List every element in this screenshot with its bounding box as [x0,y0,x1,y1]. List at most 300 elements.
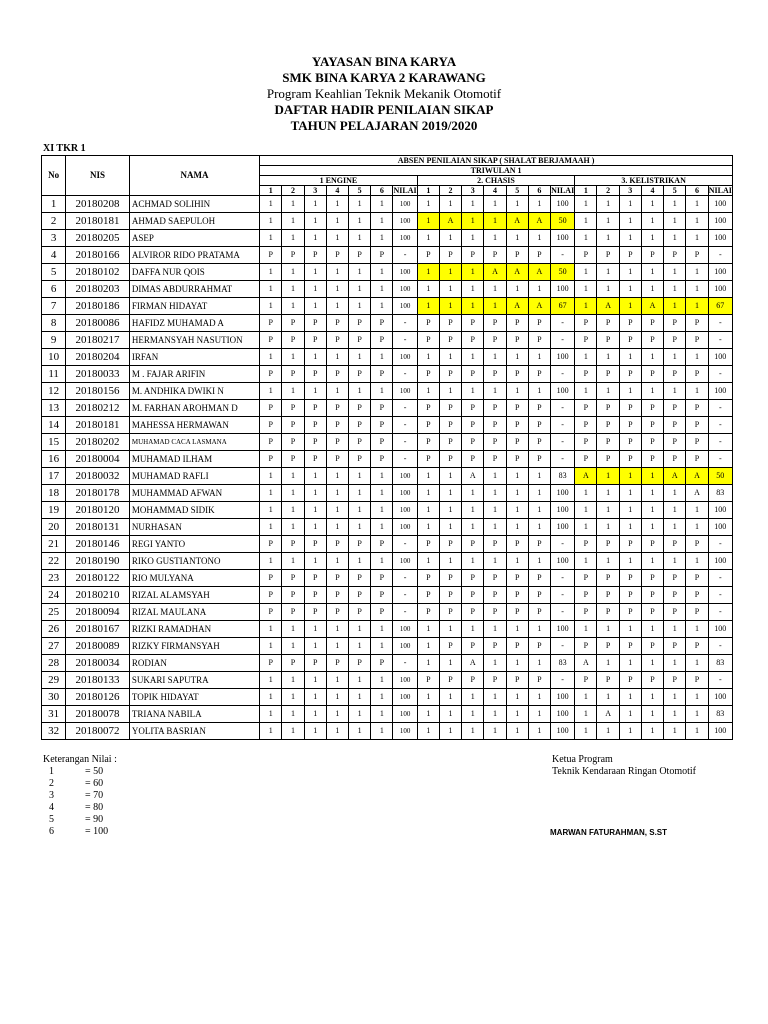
chasis-session-6: P [528,315,550,332]
subheader-engine-1: 1 [260,186,282,196]
engine-session-1: 1 [260,689,282,706]
engine-session-6: 1 [371,672,393,689]
engine-session-4: 1 [326,383,348,400]
engine-session-2: P [282,587,304,604]
kelistrikan-session-1: 1 [575,553,597,570]
subheader-kelistrikan-1: 1 [575,186,597,196]
kelistrikan-session-4: 1 [641,281,663,298]
engine-session-6: P [371,366,393,383]
header-nama: NAMA [129,156,259,196]
engine-session-6: 1 [371,723,393,740]
student-name: FIRMAN HIDAYAT [129,298,259,315]
chasis-session-6: P [528,400,550,417]
engine-session-2: P [282,434,304,451]
kelistrikan-session-3: 1 [619,553,641,570]
kelistrikan-session-3: P [619,434,641,451]
engine-session-5: 1 [349,706,371,723]
student-nis: 20180122 [66,570,130,587]
kelistrikan-session-2: 1 [597,468,619,485]
engine-session-1: 1 [260,553,282,570]
attendance-table [41,155,733,740]
row-number: 2 [42,213,66,230]
kelistrikan-session-3: 1 [619,519,641,536]
engine-session-5: 1 [349,298,371,315]
chasis-session-6: A [528,298,550,315]
engine-session-2: 1 [282,264,304,281]
chasis-session-4: 1 [484,213,506,230]
student-name: RIZKY FIRMANSYAH [129,638,259,655]
engine-session-3: P [304,570,326,587]
kelistrikan-session-2: 1 [597,621,619,638]
engine-session-1: 1 [260,723,282,740]
table-row [42,400,733,417]
engine-session-1: 1 [260,706,282,723]
chasis-session-1: 1 [417,638,439,655]
table-row [42,502,733,519]
engine-nilai: - [393,570,417,587]
engine-session-1: P [260,604,282,621]
engine-session-2: 1 [282,502,304,519]
engine-session-6: P [371,655,393,672]
chasis-nilai: 100 [551,519,575,536]
engine-nilai: - [393,366,417,383]
kelistrikan-session-4: 1 [641,349,663,366]
engine-session-2: 1 [282,553,304,570]
engine-session-4: P [326,417,348,434]
kelistrikan-nilai: - [708,366,732,383]
student-nis: 20180212 [66,400,130,417]
chasis-session-6: 1 [528,723,550,740]
chasis-session-5: P [506,417,528,434]
kelistrikan-session-6: 1 [686,723,708,740]
engine-session-1: 1 [260,502,282,519]
legend [43,754,117,838]
kelistrikan-session-4: 1 [641,213,663,230]
engine-nilai: - [393,451,417,468]
chasis-session-2: 1 [439,502,461,519]
engine-session-4: P [326,587,348,604]
kelistrikan-session-6: 1 [686,196,708,213]
kelistrikan-session-2: 1 [597,264,619,281]
engine-session-5: P [349,570,371,587]
engine-nilai: - [393,536,417,553]
student-name: ACHMAD SOLIHIN [129,196,259,213]
kelistrikan-session-2: 1 [597,281,619,298]
kelistrikan-session-3: 1 [619,349,641,366]
kelistrikan-session-2: A [597,298,619,315]
kelistrikan-session-2: 1 [597,689,619,706]
kelistrikan-session-5: P [664,536,686,553]
chasis-nilai: - [551,417,575,434]
kelistrikan-session-2: 1 [597,383,619,400]
table-row [42,281,733,298]
kelistrikan-session-4: 1 [641,621,663,638]
kelistrikan-session-1: A [575,468,597,485]
student-nis: 20180217 [66,332,130,349]
student-nis: 20180186 [66,298,130,315]
chasis-session-6: 1 [528,689,550,706]
subheader-engine-5: 5 [349,186,371,196]
kelistrikan-session-3: P [619,451,641,468]
chasis-session-4: P [484,451,506,468]
chasis-session-4: P [484,638,506,655]
engine-session-5: P [349,332,371,349]
chasis-session-3: P [462,672,484,689]
student-name: HERMANSYAH NASUTION [129,332,259,349]
engine-session-6: P [371,604,393,621]
chasis-session-3: P [462,366,484,383]
engine-session-3: 1 [304,230,326,247]
engine-session-1: 1 [260,638,282,655]
engine-session-6: 1 [371,706,393,723]
kelistrikan-session-1: P [575,570,597,587]
chasis-session-5: P [506,315,528,332]
kelistrikan-session-1: P [575,604,597,621]
table-row [42,315,733,332]
chasis-session-5: 1 [506,621,528,638]
chasis-session-3: 1 [462,383,484,400]
engine-session-5: P [349,434,371,451]
kelistrikan-session-3: 1 [619,264,641,281]
chasis-session-5: 1 [506,706,528,723]
table-row [42,553,733,570]
chasis-session-3: 1 [462,264,484,281]
student-name: M . FAJAR ARIFIN [129,366,259,383]
school-name: SMK BINA KARYA 2 KARAWANG [282,70,486,85]
student-nis: 20180004 [66,451,130,468]
row-number: 3 [42,230,66,247]
chasis-session-5: P [506,366,528,383]
chasis-session-2: 1 [439,485,461,502]
chasis-session-1: 1 [417,264,439,281]
chasis-session-4: 1 [484,383,506,400]
student-nis: 20180034 [66,655,130,672]
table-row [42,383,733,400]
student-name: DIMAS ABDURRAHMAT [129,281,259,298]
chasis-session-5: 1 [506,689,528,706]
student-name: HAFIDZ MUHAMAD A [129,315,259,332]
engine-session-5: P [349,400,371,417]
chasis-session-4: P [484,366,506,383]
engine-nilai: 100 [393,519,417,536]
engine-session-6: 1 [371,383,393,400]
engine-session-4: P [326,451,348,468]
chasis-nilai: - [551,587,575,604]
kelistrikan-session-6: P [686,434,708,451]
kelistrikan-session-1: 1 [575,621,597,638]
kelistrikan-session-6: P [686,604,708,621]
kelistrikan-nilai: 100 [708,383,732,400]
chasis-nilai: - [551,570,575,587]
chasis-nilai: 100 [551,706,575,723]
engine-session-1: 1 [260,349,282,366]
kelistrikan-session-1: 1 [575,213,597,230]
kelistrikan-session-3: 1 [619,383,641,400]
legend-value: = 100 [85,826,109,837]
kelistrikan-session-2: 1 [597,213,619,230]
chasis-session-1: P [417,315,439,332]
engine-session-6: 1 [371,298,393,315]
engine-session-1: 1 [260,230,282,247]
kelistrikan-session-4: 1 [641,655,663,672]
engine-session-1: 1 [260,213,282,230]
legend-value: = 70 [85,790,104,801]
chasis-session-3: 1 [462,196,484,213]
engine-session-5: 1 [349,638,371,655]
kelistrikan-session-1: 1 [575,281,597,298]
chasis-session-1: 1 [417,553,439,570]
kelistrikan-session-1: P [575,366,597,383]
engine-session-3: 1 [304,264,326,281]
student-nis: 20180102 [66,264,130,281]
student-name: TRIANA NABILA [129,706,259,723]
engine-session-3: 1 [304,349,326,366]
engine-session-3: 1 [304,621,326,638]
student-nis: 20180181 [66,417,130,434]
kelistrikan-session-1: 1 [575,706,597,723]
chasis-session-1: P [417,247,439,264]
student-nis: 20180205 [66,230,130,247]
kelistrikan-nilai: - [708,672,732,689]
chasis-nilai: 50 [551,264,575,281]
chasis-nilai: 100 [551,723,575,740]
chasis-session-4: 1 [484,502,506,519]
kelistrikan-session-4: P [641,451,663,468]
engine-session-1: 1 [260,281,282,298]
student-name: REGI YANTO [129,536,259,553]
engine-session-3: 1 [304,485,326,502]
row-number: 30 [42,689,66,706]
chasis-nilai: - [551,672,575,689]
foundation-name: YAYASAN BINA KARYA [311,54,457,69]
chasis-session-2: P [439,315,461,332]
engine-session-6: P [371,536,393,553]
kelistrikan-nilai: - [708,434,732,451]
engine-session-2: 1 [282,689,304,706]
chasis-session-3: P [462,638,484,655]
legend-value: = 50 [85,766,104,777]
kelistrikan-session-6: 1 [686,349,708,366]
student-nis: 20180156 [66,383,130,400]
engine-session-4: 1 [326,349,348,366]
engine-session-1: 1 [260,672,282,689]
chasis-session-2: 1 [439,655,461,672]
chasis-session-2: P [439,536,461,553]
engine-session-2: P [282,604,304,621]
kelistrikan-nilai: 83 [708,655,732,672]
kelistrikan-nilai: 100 [708,349,732,366]
kelistrikan-nilai: 67 [708,298,732,315]
chasis-session-2: P [439,672,461,689]
kelistrikan-session-4: 1 [641,383,663,400]
signature-role: Ketua Program [552,754,613,765]
table-row [42,247,733,264]
chasis-session-3: 1 [462,349,484,366]
chasis-nilai: 100 [551,281,575,298]
chasis-session-4: 1 [484,689,506,706]
table-row [42,213,733,230]
chasis-session-6: A [528,213,550,230]
kelistrikan-session-5: P [664,570,686,587]
kelistrikan-session-2: A [597,706,619,723]
engine-session-5: 1 [349,196,371,213]
chasis-session-1: 1 [417,502,439,519]
engine-session-1: 1 [260,485,282,502]
kelistrikan-session-5: A [664,468,686,485]
engine-nilai: 100 [393,485,417,502]
chasis-nilai: 50 [551,213,575,230]
engine-nilai: 100 [393,383,417,400]
table-row [42,417,733,434]
chasis-session-2: P [439,332,461,349]
table-row [42,434,733,451]
kelistrikan-session-3: P [619,417,641,434]
table-row [42,264,733,281]
chasis-session-5: 1 [506,655,528,672]
student-name: DAFFA NUR QOIS [129,264,259,281]
engine-session-1: P [260,366,282,383]
engine-session-4: 1 [326,468,348,485]
kelistrikan-session-1: P [575,451,597,468]
kelistrikan-nilai: - [708,400,732,417]
chasis-session-1: 1 [417,196,439,213]
chasis-session-6: P [528,638,550,655]
chasis-session-1: P [417,366,439,383]
kelistrikan-session-2: P [597,536,619,553]
engine-session-3: P [304,604,326,621]
kelistrikan-session-6: 1 [686,230,708,247]
chasis-session-1: P [417,536,439,553]
chasis-session-6: A [528,264,550,281]
kelistrikan-session-6: P [686,451,708,468]
chasis-session-5: P [506,451,528,468]
engine-nilai: - [393,332,417,349]
legend-item [43,814,117,826]
engine-session-6: 1 [371,689,393,706]
kelistrikan-session-4: 1 [641,723,663,740]
engine-session-2: P [282,417,304,434]
student-nis: 20180126 [66,689,130,706]
chasis-session-3: A [462,468,484,485]
kelistrikan-session-2: 1 [597,655,619,672]
legend-key: 1 [49,766,54,777]
engine-nilai: - [393,417,417,434]
kelistrikan-session-4: P [641,366,663,383]
kelistrikan-session-2: P [597,451,619,468]
chasis-session-4: P [484,315,506,332]
kelistrikan-nilai: - [708,570,732,587]
row-number: 26 [42,621,66,638]
program-name: Program Keahlian Teknik Mekanik Otomotif [266,86,502,101]
row-number: 17 [42,468,66,485]
kelistrikan-nilai: 100 [708,281,732,298]
kelistrikan-session-4: 1 [641,706,663,723]
chasis-session-6: 1 [528,553,550,570]
chasis-session-2: 1 [439,468,461,485]
chasis-session-3: P [462,570,484,587]
chasis-session-5: 1 [506,349,528,366]
engine-session-5: 1 [349,502,371,519]
chasis-session-3: P [462,587,484,604]
student-name: YOLITA BASRIAN [129,723,259,740]
student-name: RIZAL MAULANA [129,604,259,621]
row-number: 10 [42,349,66,366]
student-name: SUKARI SAPUTRA [129,672,259,689]
kelistrikan-session-5: P [664,417,686,434]
kelistrikan-session-4: P [641,672,663,689]
chasis-nilai: - [551,247,575,264]
chasis-session-1: 1 [417,723,439,740]
engine-session-3: 1 [304,502,326,519]
chasis-session-5: 1 [506,485,528,502]
subheader-chasis-2: 2 [439,186,461,196]
chasis-session-6: 1 [528,655,550,672]
chasis-session-2: 1 [439,383,461,400]
engine-session-2: 1 [282,196,304,213]
kelistrikan-session-3: 1 [619,298,641,315]
kelistrikan-session-4: P [641,400,663,417]
engine-session-3: 1 [304,196,326,213]
chasis-session-6: 1 [528,281,550,298]
engine-session-4: 1 [326,638,348,655]
student-nis: 20180210 [66,587,130,604]
subheader-engine-nilai: NILAI [393,186,417,195]
student-nis: 20180146 [66,536,130,553]
engine-session-5: P [349,587,371,604]
engine-nilai: 100 [393,553,417,570]
kelistrikan-session-4: P [641,638,663,655]
chasis-session-4: 1 [484,230,506,247]
chasis-session-2: 1 [439,689,461,706]
kelistrikan-session-5: P [664,587,686,604]
kelistrikan-session-6: 1 [686,264,708,281]
chasis-session-6: P [528,604,550,621]
chasis-session-6: P [528,451,550,468]
row-number: 8 [42,315,66,332]
engine-session-2: 1 [282,672,304,689]
chasis-session-2: P [439,604,461,621]
chasis-session-6: P [528,247,550,264]
chasis-nilai: 100 [551,349,575,366]
kelistrikan-session-1: 1 [575,485,597,502]
kelistrikan-nilai: - [708,638,732,655]
kelistrikan-session-4: P [641,315,663,332]
student-nis: 20180078 [66,706,130,723]
kelistrikan-session-1: 1 [575,502,597,519]
engine-session-1: P [260,655,282,672]
chasis-nilai: 100 [551,621,575,638]
kelistrikan-session-4: 1 [641,519,663,536]
chasis-session-3: 1 [462,723,484,740]
engine-session-6: 1 [371,230,393,247]
subheader-kelistrikan-nilai: NILAI [708,186,732,195]
engine-session-2: 1 [282,485,304,502]
chasis-session-4: P [484,570,506,587]
engine-session-6: 1 [371,621,393,638]
engine-session-4: 1 [326,689,348,706]
chasis-nilai: - [551,604,575,621]
chasis-session-4: P [484,400,506,417]
engine-session-4: 1 [326,621,348,638]
chasis-session-2: 1 [439,349,461,366]
kelistrikan-session-6: 1 [686,621,708,638]
header-no: No [42,156,66,196]
subheader-engine-6: 6 [371,186,393,196]
engine-session-3: 1 [304,468,326,485]
chasis-session-5: 1 [506,196,528,213]
chasis-session-6: P [528,587,550,604]
chasis-session-2: P [439,417,461,434]
